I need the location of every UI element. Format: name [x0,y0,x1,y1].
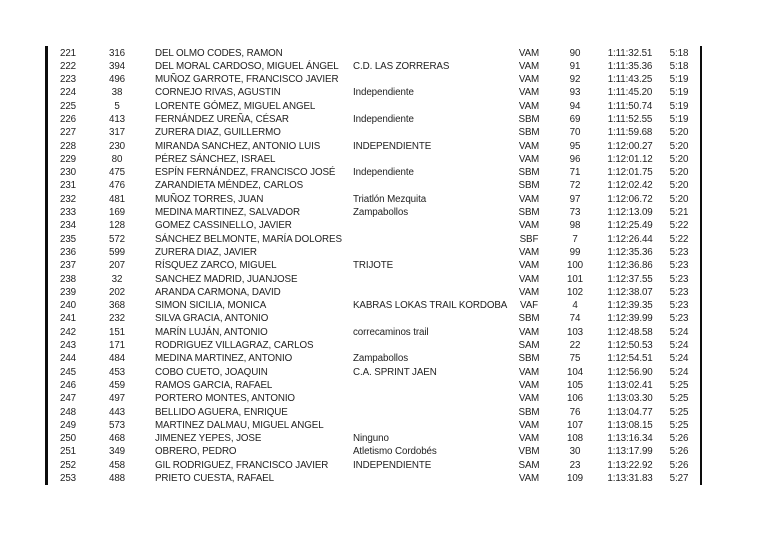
cell-time: 1:12:38.07 [607,286,653,298]
cell-bib: 497 [108,393,126,405]
table-row [48,259,700,272]
cell-category_position: 73 [569,207,581,219]
cell-time: 1:12:39.99 [607,313,653,325]
cell-pace: 5:20 [669,180,689,192]
cell-category: VAM [518,60,540,72]
cell-name: COBO CUETO, JOAQUIN [155,366,268,378]
cell-time: 1:12:02.42 [607,180,653,192]
cell-category_position: 7 [572,233,578,245]
table-row [48,47,700,60]
cell-bib: 171 [108,340,126,352]
cell-name: MARTINEZ DALMAU, MIGUEL ANGEL [155,419,324,431]
cell-bib: 38 [111,87,123,99]
cell-position: 221 [59,47,77,59]
cell-position: 237 [59,260,77,272]
cell-time: 1:13:17.99 [607,446,653,458]
cell-category_position: 22 [569,340,581,352]
table-row [48,299,700,312]
table-row [48,273,700,286]
cell-name: ZARANDIETA MÉNDEZ, CARLOS [155,180,304,192]
cell-category: VAM [518,379,540,391]
cell-category: SBM [518,207,540,219]
cell-position: 253 [59,473,77,484]
table-row [48,366,700,379]
cell-pace: 5:20 [669,140,689,152]
cell-name: JIMENEZ YEPES, JOSE [155,433,262,445]
cell-time: 1:13:03.30 [607,393,653,405]
table-row [48,166,700,179]
cell-bib: 317 [108,127,126,139]
cell-position: 243 [59,340,77,352]
cell-time: 1:13:31.83 [607,473,653,484]
cell-bib: 481 [108,193,126,205]
cell-category: VAM [518,193,540,205]
cell-category: VAF [519,300,539,312]
table-row [48,352,700,365]
table-row [48,326,700,339]
cell-bib: 316 [108,47,126,59]
cell-time: 1:12:37.55 [607,273,653,285]
table-row [48,86,700,99]
cell-category_position: 97 [569,193,581,205]
cell-time: 1:11:50.74 [607,100,653,112]
cell-pace: 5:20 [669,193,689,205]
cell-name: PORTERO MONTES, ANTONIO [155,393,295,405]
cell-pace: 5:23 [669,286,689,298]
cell-time: 1:12:48.58 [607,326,653,338]
cell-name: BELLIDO AGUERA, ENRIQUE [155,406,288,418]
cell-pace: 5:18 [669,60,689,72]
cell-category: VAM [518,273,540,285]
cell-pace: 5:25 [669,393,689,405]
cell-time: 1:12:06.72 [607,193,653,205]
cell-category_position: 4 [572,300,578,312]
cell-category: SAM [518,340,540,352]
cell-category: VAM [518,393,540,405]
cell-bib: 443 [108,406,126,418]
cell-name: MUÑOZ GARROTE, FRANCISCO JAVIER [155,74,339,86]
cell-pace: 5:24 [669,353,689,365]
table-row [48,206,700,219]
cell-pace: 5:23 [669,273,689,285]
cell-bib: 169 [108,207,126,219]
cell-name: SIMON SICILIA, MONICA [155,300,267,312]
cell-position: 225 [59,100,77,112]
cell-pace: 5:26 [669,459,689,471]
cell-time: 1:13:02.41 [607,379,653,391]
cell-category: VAM [518,153,540,165]
cell-time: 1:12:35.36 [607,246,653,258]
cell-category_position: 103 [566,326,584,338]
table-row [48,113,700,126]
cell-category: VAM [518,366,540,378]
cell-bib: 488 [108,473,126,484]
cell-time: 1:12:01.12 [607,153,653,165]
cell-category_position: 74 [569,313,581,325]
cell-name: LORENTE GÓMEZ, MIGUEL ANGEL [155,100,316,112]
cell-club: Independiente [353,87,414,99]
cell-bib: 349 [108,446,126,458]
cell-time: 1:12:39.35 [607,300,653,312]
cell-category_position: 30 [569,446,581,458]
cell-position: 246 [59,379,77,391]
cell-category_position: 98 [569,220,581,232]
cell-bib: 496 [108,74,126,86]
cell-bib: 80 [111,153,123,165]
cell-pace: 5:20 [669,153,689,165]
cell-category: VBM [518,446,540,458]
cell-category_position: 107 [566,419,584,431]
cell-pace: 5:25 [669,379,689,391]
cell-bib: 207 [108,260,126,272]
cell-category: SBF [519,233,539,245]
cell-bib: 413 [108,113,126,125]
cell-name: SILVA GRACIA, ANTONIO [155,313,269,325]
cell-bib: 459 [108,379,126,391]
cell-name: RÍSQUEZ ZARCO, MIGUEL [155,260,277,272]
cell-bib: 32 [111,273,123,285]
cell-name: SÁNCHEZ BELMONTE, MARÍA DOLORES [155,233,342,245]
cell-pace: 5:22 [669,220,689,232]
cell-position: 227 [59,127,77,139]
cell-category: SBM [518,406,540,418]
cell-position: 244 [59,353,77,365]
cell-club: KABRAS LOKAS TRAIL KORDOBA [353,300,508,312]
cell-time: 1:12:56.90 [607,366,653,378]
table-row [48,459,700,472]
cell-category_position: 102 [566,286,584,298]
cell-club: Triatlón Mezquita [353,193,427,205]
cell-category: SBM [518,127,540,139]
table-row [48,233,700,246]
cell-name: CORNEJO RIVAS, AGUSTIN [155,87,281,99]
cell-name: MEDINA MARTINEZ, ANTONIO [155,353,293,365]
cell-category: VAM [518,220,540,232]
cell-name: DEL MORAL CARDOSO, MIGUEL ÁNGEL [155,60,339,72]
cell-position: 233 [59,207,77,219]
cell-position: 222 [59,60,77,72]
cell-pace: 5:20 [669,127,689,139]
cell-category: VAM [518,140,540,152]
table-row [48,392,700,405]
cell-category_position: 100 [566,260,584,272]
cell-time: 1:11:32.51 [607,47,653,59]
cell-position: 240 [59,300,77,312]
cell-pace: 5:21 [669,207,689,219]
cell-pace: 5:23 [669,300,689,312]
table-row [48,432,700,445]
cell-category: VAM [518,47,540,59]
cell-time: 1:13:08.15 [607,419,653,431]
cell-club: INDEPENDIENTE [353,459,432,471]
cell-category: SBM [518,353,540,365]
cell-position: 230 [59,167,77,179]
cell-time: 1:12:54.51 [607,353,653,365]
cell-category_position: 69 [569,113,581,125]
cell-name: GIL RODRIGUEZ, FRANCISCO JAVIER [155,459,329,471]
table-row [48,140,700,153]
cell-category_position: 76 [569,406,581,418]
cell-pace: 5:26 [669,433,689,445]
table-row [48,153,700,166]
cell-time: 1:11:59.68 [607,127,653,139]
cell-bib: 230 [108,140,126,152]
cell-category: VAM [518,260,540,272]
table-row [48,193,700,206]
cell-pace: 5:24 [669,366,689,378]
cell-category_position: 106 [566,393,584,405]
cell-bib: 394 [108,60,126,72]
cell-time: 1:13:16.34 [607,433,653,445]
cell-pace: 5:19 [669,74,689,86]
table-row [48,73,700,86]
table-row [48,472,700,485]
cell-category_position: 109 [566,473,584,484]
cell-bib: 599 [108,246,126,258]
cell-time: 1:12:13.09 [607,207,653,219]
cell-time: 1:13:22.92 [607,459,653,471]
table-row [48,246,700,259]
cell-pace: 5:22 [669,233,689,245]
cell-position: 226 [59,113,77,125]
cell-position: 250 [59,433,77,445]
cell-position: 251 [59,446,77,458]
cell-pace: 5:23 [669,246,689,258]
cell-category: VAM [518,74,540,86]
cell-pace: 5:24 [669,340,689,352]
cell-name: SANCHEZ MADRID, JUANJOSE [155,273,298,285]
cell-category: VAM [518,419,540,431]
cell-name: PÉREZ SÁNCHEZ, ISRAEL [155,153,276,165]
cell-category_position: 75 [569,353,581,365]
cell-club: correcaminos trail [353,326,429,338]
table-row [48,126,700,139]
table-row [48,219,700,232]
cell-club: C.A. SPRINT JAEN [353,366,437,378]
cell-time: 1:12:50.53 [607,340,653,352]
cell-name: ZURERA DIAZ, GUILLERMO [155,127,281,139]
cell-bib: 128 [108,220,126,232]
cell-category: VAM [518,246,540,258]
cell-pace: 5:25 [669,419,689,431]
cell-time: 1:13:04.77 [607,406,653,418]
table-row [48,339,700,352]
cell-category_position: 105 [566,379,584,391]
cell-pace: 5:19 [669,100,689,112]
cell-category_position: 99 [569,246,581,258]
cell-pace: 5:27 [669,473,689,484]
cell-club: Atletismo Cordobés [353,446,437,458]
cell-bib: 5 [114,100,120,112]
cell-category_position: 104 [566,366,584,378]
cell-club: Zampabollos [353,207,408,219]
cell-name: PRIETO CUESTA, RAFAEL [155,473,274,484]
cell-category_position: 92 [569,74,581,86]
cell-position: 252 [59,459,77,471]
cell-time: 1:11:43.25 [607,74,653,86]
table-row [48,100,700,113]
cell-position: 234 [59,220,77,232]
cell-bib: 368 [108,300,126,312]
cell-position: 249 [59,419,77,431]
cell-name: RODRIGUEZ VILLAGRAZ, CARLOS [155,340,314,352]
cell-bib: 573 [108,419,126,431]
cell-club: Ninguno [353,433,389,445]
table-row [48,379,700,392]
cell-position: 245 [59,366,77,378]
cell-category_position: 70 [569,127,581,139]
cell-pace: 5:26 [669,446,689,458]
cell-category_position: 94 [569,100,581,112]
cell-category_position: 72 [569,180,581,192]
cell-name: ZURERA DIAZ, JAVIER [155,246,257,258]
cell-bib: 484 [108,353,126,365]
cell-category_position: 23 [569,459,581,471]
cell-position: 242 [59,326,77,338]
cell-name: ESPÍN FERNÁNDEZ, FRANCISCO JOSÉ [155,167,336,179]
cell-category: VAM [518,326,540,338]
cell-position: 229 [59,153,77,165]
cell-position: 241 [59,313,77,325]
cell-time: 1:12:36.86 [607,260,653,272]
cell-category: VAM [518,87,540,99]
cell-bib: 468 [108,433,126,445]
cell-bib: 151 [108,326,126,338]
cell-position: 248 [59,406,77,418]
cell-time: 1:11:45.20 [607,87,653,99]
cell-club: Independiente [353,113,414,125]
table-row [48,179,700,192]
cell-pace: 5:19 [669,113,689,125]
cell-category_position: 90 [569,47,581,59]
cell-position: 228 [59,140,77,152]
table-row [48,60,700,73]
cell-bib: 453 [108,366,126,378]
cell-position: 239 [59,286,77,298]
cell-club: INDEPENDIENTE [353,140,432,152]
cell-name: ARANDA CARMONA, DAVID [155,286,281,298]
cell-pace: 5:25 [669,406,689,418]
cell-category_position: 96 [569,153,581,165]
cell-category: SBM [518,167,540,179]
cell-bib: 232 [108,313,126,325]
cell-category: SBM [518,180,540,192]
cell-name: RAMOS GARCIA, RAFAEL [155,379,273,391]
cell-category: SAM [518,459,540,471]
cell-bib: 202 [108,286,126,298]
cell-category_position: 93 [569,87,581,99]
cell-position: 231 [59,180,77,192]
cell-position: 224 [59,87,77,99]
cell-category: VAM [518,433,540,445]
cell-name: OBRERO, PEDRO [155,446,237,458]
cell-bib: 475 [108,167,126,179]
cell-bib: 572 [108,233,126,245]
cell-name: FERNÁNDEZ UREÑA, CÉSAR [155,113,289,125]
cell-bib: 476 [108,180,126,192]
cell-club: TRIJOTE [353,260,394,272]
cell-category: SBM [518,313,540,325]
cell-position: 236 [59,246,77,258]
cell-category: VAM [518,286,540,298]
cell-category_position: 71 [569,167,581,179]
cell-pace: 5:23 [669,260,689,272]
cell-name: DEL OLMO CODES, RAMON [155,47,283,59]
cell-pace: 5:18 [669,47,689,59]
cell-name: MEDINA MARTINEZ, SALVADOR [155,207,301,219]
cell-pace: 5:20 [669,167,689,179]
cell-position: 235 [59,233,77,245]
cell-pace: 5:24 [669,326,689,338]
cell-time: 1:12:25.49 [607,220,653,232]
results-table [48,47,700,486]
cell-pace: 5:19 [669,87,689,99]
cell-time: 1:11:52.55 [607,113,653,125]
cell-position: 247 [59,393,77,405]
cell-category: VAM [518,473,540,484]
cell-category_position: 91 [569,60,581,72]
table-row [48,406,700,419]
cell-name: GOMEZ CASSINELLO, JAVIER [155,220,292,232]
table-row [48,445,700,458]
cell-time: 1:12:26.44 [607,233,653,245]
cell-time: 1:12:01.75 [607,167,653,179]
cell-club: Independiente [353,167,414,179]
cell-name: MUÑOZ TORRES, JUAN [155,193,264,205]
cell-name: MIRANDA SANCHEZ, ANTONIO LUIS [155,140,321,152]
cell-club: C.D. LAS ZORRERAS [353,60,450,72]
cell-category_position: 95 [569,140,581,152]
cell-time: 1:11:35.36 [607,60,653,72]
cell-pace: 5:23 [669,313,689,325]
cell-category: SBM [518,113,540,125]
cell-category_position: 108 [566,433,584,445]
cell-category_position: 101 [566,273,584,285]
cell-bib: 458 [108,459,126,471]
table-row [48,286,700,299]
cell-name: MARÍN LUJÁN, ANTONIO [155,326,268,338]
cell-time: 1:12:00.27 [607,140,653,152]
cell-position: 232 [59,193,77,205]
table-row [48,312,700,325]
cell-position: 223 [59,74,77,86]
table-row [48,419,700,432]
cell-position: 238 [59,273,77,285]
cell-category: VAM [518,100,540,112]
cell-club: Zampabollos [353,353,408,365]
